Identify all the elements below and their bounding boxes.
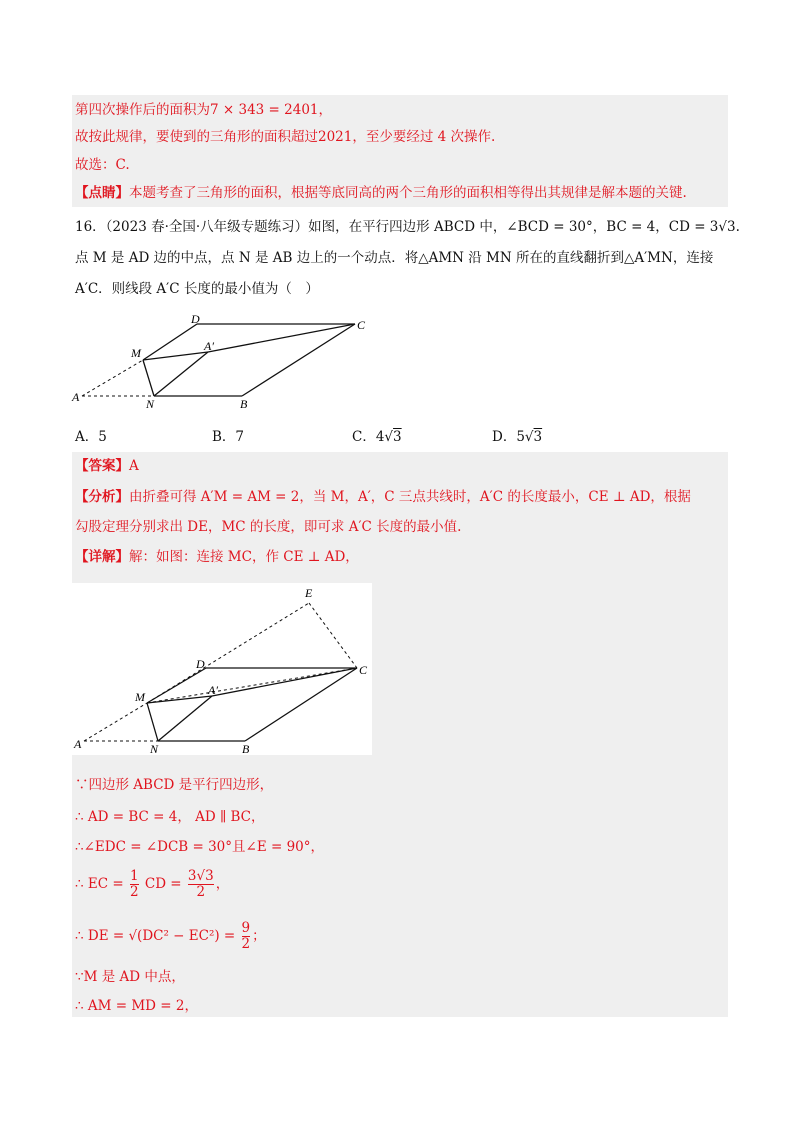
option-c bbox=[352, 425, 402, 445]
label-B: B bbox=[242, 742, 250, 755]
answer-value: A bbox=[129, 458, 139, 474]
option-c-text: C．4 bbox=[352, 429, 385, 445]
fraction-3root3-over-2 bbox=[188, 869, 214, 900]
analysis-text-1: 由折叠可得 A′M = AM = 2，当 M，A′，C 三点共线时，A′C 的长度最小，CE ⊥ AD，根据 bbox=[129, 489, 691, 505]
solution-figure bbox=[72, 583, 372, 755]
frac-den: 2 bbox=[129, 884, 139, 900]
step-5-end: ； bbox=[252, 928, 266, 944]
edge-AM-dashed bbox=[82, 360, 143, 396]
prev-note bbox=[75, 182, 687, 204]
analysis-tag: 【分析】 bbox=[75, 489, 129, 505]
label-A: A bbox=[74, 737, 82, 751]
frac-den: 2 bbox=[241, 936, 251, 952]
frac-num: 3√3 bbox=[187, 868, 214, 884]
step-5-lhs: ∴ DE = √(DC² − EC²) = bbox=[75, 928, 236, 944]
analysis-line-2: 勾股定理分别求出 DE，MC 的长度，即可求 A′C 长度的最小值. bbox=[75, 519, 462, 535]
note-text: 本题考查了三角形的面积，根据等底同高的两个三角形的面积相等得出其规律是解本题的关键. bbox=[129, 185, 687, 201]
edge-NA2 bbox=[158, 696, 212, 741]
frac-den: 2 bbox=[196, 884, 206, 900]
analysis-line-1 bbox=[75, 486, 691, 508]
question-line-1: 16．（2023 春·全国·八年级专题练习）如图，在平行四边形 ABCD 中，∠BCD = 30°，BC = 4，CD = 3√3. bbox=[75, 219, 740, 235]
label-C: C bbox=[359, 663, 368, 677]
step-1: ∵四边形 ABCD 是平行四边形， bbox=[75, 777, 274, 793]
answer-line bbox=[75, 455, 139, 477]
option-a: A．5 bbox=[75, 429, 107, 445]
label-A: A bbox=[72, 390, 80, 404]
detail-text: 解：如图：连接 MC，作 CE ⊥ AD， bbox=[129, 549, 359, 565]
label-A-prime: A′ bbox=[204, 339, 214, 353]
step-4-mid: CD = bbox=[144, 876, 182, 892]
edge-NA2 bbox=[154, 352, 208, 396]
label-D: D bbox=[191, 312, 200, 326]
fraction-9-over-2 bbox=[242, 921, 251, 952]
note-tag: 【点睛】 bbox=[75, 185, 129, 201]
step-4-end: ， bbox=[215, 876, 230, 892]
label-A-prime: A′ bbox=[208, 683, 218, 697]
option-d bbox=[492, 425, 542, 445]
sqrt-icon: √ bbox=[524, 429, 534, 445]
answer-tag: 【答案】 bbox=[75, 458, 129, 474]
detail-line bbox=[75, 546, 359, 568]
frac-num: 9 bbox=[241, 920, 251, 936]
label-E: E bbox=[305, 586, 313, 600]
frac-num: 1 bbox=[129, 868, 139, 884]
step-4-lhs: ∴ EC = bbox=[75, 876, 124, 892]
label-B: B bbox=[240, 397, 248, 411]
step-3: ∴∠EDC = ∠DCB = 30°且∠E = 90°， bbox=[75, 839, 324, 855]
prev-line-3: 故选：C. bbox=[75, 157, 130, 173]
fraction-half bbox=[130, 869, 139, 900]
step-6: ∵M 是 AD 中点， bbox=[75, 969, 185, 985]
label-N: N bbox=[146, 397, 155, 411]
prev-line-2: 故按此规律，要使到的三角形的面积超过2021，至少要经过 4 次操作. bbox=[75, 129, 496, 145]
edge-AM-dashed bbox=[84, 703, 147, 741]
option-d-radicand: 3 bbox=[533, 429, 543, 445]
option-b: B．7 bbox=[212, 429, 245, 445]
label-N: N bbox=[150, 742, 159, 755]
sqrt-icon: √ bbox=[384, 429, 394, 445]
question-line-3: A′C．则线段 A′C 长度的最小值为（ ） bbox=[75, 281, 319, 297]
step-2: ∴ AD = BC = 4， AD ∥ BC， bbox=[75, 809, 265, 825]
label-C: C bbox=[357, 318, 366, 332]
step-5 bbox=[75, 918, 266, 954]
edge-MN bbox=[147, 703, 158, 741]
detail-tag: 【详解】 bbox=[75, 549, 129, 565]
edge-MN bbox=[143, 360, 154, 396]
step-7: ∴ AM = MD = 2， bbox=[75, 998, 198, 1014]
edge-EC-dashed bbox=[309, 603, 357, 668]
label-D: D bbox=[196, 657, 205, 671]
step-4 bbox=[75, 866, 229, 902]
option-d-text: D．5 bbox=[492, 429, 525, 445]
label-M: M bbox=[131, 346, 141, 360]
question-line-2: 点 M 是 AD 边的中点，点 N 是 AB 边上的一个动点．将△AMN 沿 MN 所在的直线翻折到△A′MN，连接 bbox=[75, 250, 714, 266]
edge-MC-dashed bbox=[147, 668, 357, 703]
label-M: M bbox=[135, 690, 145, 704]
prev-line-1: 第四次操作后的面积为7 × 343 = 2401， bbox=[75, 102, 333, 118]
question-figure bbox=[70, 310, 380, 415]
option-c-radicand: 3 bbox=[393, 429, 402, 445]
